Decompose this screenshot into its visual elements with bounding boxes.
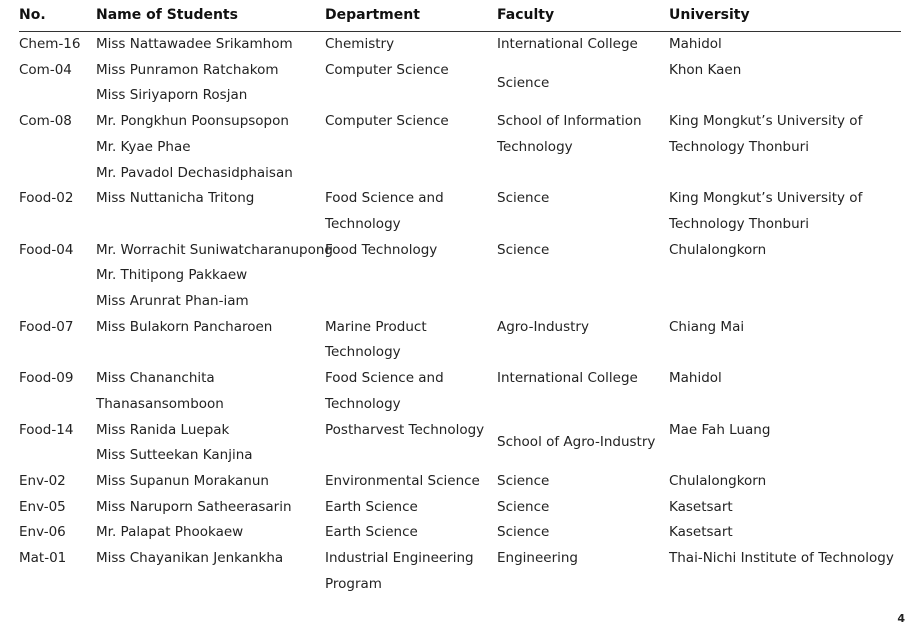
cell-department [325, 186, 497, 237]
cell-department-line: Program [325, 575, 382, 592]
cell-faculty-line: Agro-Industry [497, 318, 589, 335]
cell-faculty-line: Science [497, 74, 550, 91]
cell-department-line: Computer Science [325, 113, 449, 130]
cell-no: Chem-16 [19, 36, 81, 52]
cell-name [96, 109, 325, 186]
cell-no: Env-06 [19, 524, 66, 541]
cell-university-line: King Mongkut’s University of [669, 113, 863, 130]
cell-name-line: Mr. Worrachit Suniwatcharanupong [96, 241, 333, 258]
header-no: No. [19, 7, 46, 23]
cell-department [325, 366, 497, 417]
cell-no: Mat-01 [19, 550, 67, 567]
cell-name-line: Miss Arunrat Phan-iam [96, 293, 249, 310]
cell-name-line: Miss Chananchita [96, 370, 215, 387]
cell-name [96, 32, 325, 58]
cell-name-line: Miss Punramon Ratchakom [96, 61, 279, 78]
cell-faculty-line: Science [497, 472, 550, 489]
cell-department-line: Industrial Engineering [325, 550, 474, 567]
cell-department [325, 546, 497, 597]
cell-university [669, 238, 901, 264]
cell-department [325, 58, 497, 84]
cell-faculty [497, 186, 669, 212]
cell-department-line: Food Science and [325, 370, 444, 387]
cell-faculty-line: International College [497, 370, 638, 387]
cell-faculty-line: Science [497, 190, 550, 207]
cell-department [325, 418, 497, 444]
cell-department-line: Technology [325, 395, 401, 412]
cell-name-line: Thanasansomboon [96, 395, 224, 412]
page-number: 4 [897, 612, 905, 625]
cell-faculty [497, 520, 669, 546]
cell-faculty-line: Science [497, 241, 550, 258]
cell-name-line: Mr. Palapat Phookaew [96, 524, 244, 541]
table-row [19, 495, 901, 521]
table-row [19, 58, 901, 109]
cell-department-line: Earth Science [325, 498, 418, 515]
cell-department [325, 469, 497, 495]
cell-university [669, 58, 901, 84]
header-name: Name of Students [96, 7, 238, 23]
cell-university [669, 186, 901, 237]
cell-faculty [497, 366, 669, 392]
cell-university [669, 495, 901, 521]
cell-university-line: Chiang Mai [669, 318, 745, 335]
cell-faculty [497, 238, 669, 264]
cell-university-line: Khon Kaen [669, 61, 742, 78]
cell-faculty-line: Engineering [497, 550, 578, 567]
cell-name [96, 315, 325, 341]
cell-name [96, 469, 325, 495]
cell-faculty [497, 418, 669, 469]
cell-department-line: Earth Science [325, 524, 418, 541]
cell-university-line: Chulalongkorn [669, 241, 767, 258]
cell-faculty [497, 58, 669, 109]
cell-name-line: Miss Siriyaporn Rosjan [96, 87, 248, 104]
table-row [19, 109, 901, 186]
cell-name-line: Miss Naruporn Satheerasarin [96, 498, 292, 515]
table-row [19, 469, 901, 495]
cell-university-line: Kasetsart [669, 498, 733, 515]
cell-no: Food-02 [19, 190, 74, 207]
header-faculty: Faculty [497, 7, 555, 23]
cell-faculty-line: International College [497, 36, 638, 52]
table-row [19, 546, 901, 597]
header-department: Department [325, 7, 420, 23]
cell-university [669, 366, 901, 392]
cell-name [96, 546, 325, 572]
cell-department [325, 32, 497, 58]
cell-university-line: Chulalongkorn [669, 472, 767, 489]
cell-name-line: Mr. Pongkhun Poonsupsopon [96, 113, 289, 130]
cell-name [96, 366, 325, 417]
cell-no: Com-08 [19, 113, 72, 130]
cell-name [96, 186, 325, 212]
cell-university [669, 315, 901, 341]
table-row [19, 186, 901, 237]
cell-no: Food-07 [19, 318, 74, 335]
cell-department-line: Technology [325, 215, 401, 232]
cell-department [325, 495, 497, 521]
cell-name-line: Miss Ranida Luepak [96, 421, 230, 438]
cell-university-line: Mahidol [669, 370, 722, 387]
cell-no: Com-04 [19, 61, 72, 78]
cell-name [96, 58, 325, 109]
cell-department-line: Postharvest Technology [325, 421, 485, 438]
cell-name [96, 418, 325, 469]
cell-name-line: Mr. Pavadol Dechasidphaisan [96, 164, 293, 181]
cell-university-line: Mae Fah Luang [669, 421, 771, 438]
cell-university [669, 546, 901, 572]
cell-faculty-line: Science [497, 524, 550, 541]
cell-department-line: Technology [325, 344, 401, 361]
cell-name-line: Mr. Thitipong Pakkaew [96, 267, 248, 284]
cell-no: Food-14 [19, 421, 74, 438]
cell-university-line: Mahidol [669, 36, 722, 52]
cell-faculty [497, 315, 669, 341]
cell-university [669, 469, 901, 495]
cell-department-line: Environmental Science [325, 472, 480, 489]
cell-department [325, 315, 497, 366]
cell-department-line: Food Science and [325, 190, 444, 207]
cell-university [669, 418, 901, 444]
cell-name-line: Miss Nattawadee Srikamhom [96, 36, 293, 52]
cell-university [669, 32, 901, 58]
cell-name-line: Mr. Kyae Phae [96, 138, 191, 155]
cell-faculty [497, 469, 669, 495]
table-row [19, 418, 901, 469]
table-header [19, 0, 901, 32]
table-body [19, 32, 901, 597]
cell-university-line: King Mongkut’s University of [669, 190, 863, 207]
cell-university-line: Kasetsart [669, 524, 733, 541]
cell-no: Env-02 [19, 472, 66, 489]
student-table [19, 0, 901, 597]
cell-faculty-line: Science [497, 498, 550, 515]
table-row [19, 32, 901, 58]
cell-faculty [497, 546, 669, 572]
cell-faculty-line: School of Information [497, 113, 642, 130]
cell-name-line: Miss Nuttanicha Tritong [96, 190, 255, 207]
cell-department-line: Chemistry [325, 36, 395, 52]
cell-faculty [497, 109, 669, 160]
cell-faculty [497, 32, 669, 58]
cell-department-line: Food Technology [325, 241, 438, 258]
cell-university [669, 520, 901, 546]
cell-no: Food-04 [19, 241, 74, 258]
cell-university [669, 109, 901, 160]
cell-name-line: Miss Chayanikan Jenkankha [96, 550, 284, 567]
cell-name [96, 238, 333, 315]
cell-name-line: Miss Supanun Morakanun [96, 472, 269, 489]
table-row [19, 315, 901, 366]
cell-faculty-line: School of Agro-Industry [497, 434, 656, 451]
cell-university-line: Technology Thonburi [669, 215, 809, 232]
cell-name [96, 495, 325, 521]
cell-no: Food-09 [19, 370, 74, 387]
table-row [19, 520, 901, 546]
cell-department [325, 238, 497, 264]
cell-university-line: Thai-Nichi Institute of Technology [669, 550, 894, 567]
cell-department-line: Marine Product [325, 318, 427, 335]
cell-name [96, 520, 325, 546]
cell-faculty-line: Technology [497, 138, 573, 155]
cell-name-line: Miss Bulakorn Pancharoen [96, 318, 273, 335]
cell-name-line: Miss Sutteekan Kanjina [96, 447, 253, 464]
table-row [19, 366, 901, 417]
cell-no: Env-05 [19, 498, 66, 515]
cell-department-line: Computer Science [325, 61, 449, 78]
cell-department [325, 520, 497, 546]
cell-department [325, 109, 497, 135]
table-row [19, 238, 901, 315]
cell-faculty [497, 495, 669, 521]
cell-university-line: Technology Thonburi [669, 138, 809, 155]
header-university: University [669, 7, 750, 23]
